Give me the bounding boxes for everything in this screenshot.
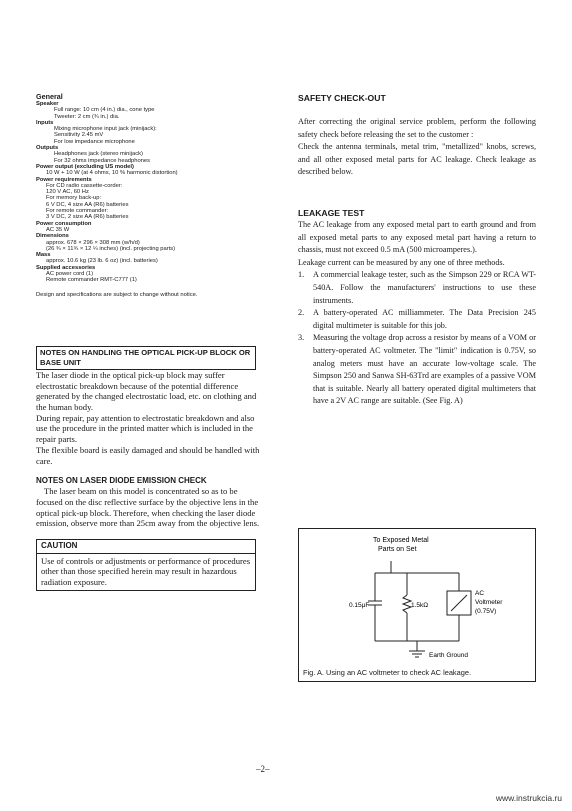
method-number: 3. (298, 333, 305, 343)
meter-label: Voltmeter (475, 599, 503, 606)
spec-heading: Power output (excluding US model) (36, 163, 134, 170)
spec-line: For memory back-up: (46, 195, 102, 202)
spec-note: Design and specifications are subject to change without notice. (36, 291, 198, 298)
watermark: www.instrukcia.ru (495, 793, 562, 803)
spec-heading: Power consumption (36, 220, 92, 227)
fig-label-top: To Exposed Metal (373, 537, 429, 544)
spec-heading: Outputs (36, 145, 59, 152)
right-column (298, 92, 536, 408)
spec-heading: Inputs (36, 119, 54, 126)
spec-line: approx. 678 × 296 × 308 mm (w/h/d) (46, 239, 140, 246)
spec-line: AC 35 W (46, 226, 70, 233)
meter-label: AC (475, 590, 485, 597)
spec-line: AC power cord (1) (46, 271, 94, 278)
method-number: 2. (298, 308, 305, 318)
method-item (298, 269, 536, 307)
spec-line: approx. 10.6 kg (23 lb. 6 oz) (incl. batteries) (46, 258, 158, 265)
spec-heading: Mass (36, 252, 51, 259)
spec-line: Full range: 10 cm (4 in.) dia., cone type (54, 107, 155, 114)
leakage-methods (298, 269, 536, 408)
spec-heading: Power requirements (36, 176, 92, 183)
spec-line: 6 V DC, 4 size AA (R6) batteries (46, 201, 129, 208)
safety-para: After correcting the original service problem, perform the following safety check before releasing the set to the customer : (298, 117, 536, 139)
method-text: Measuring the voltage drop across a resistor by means of a VOM or battery-operated AC voltmeter. The "limit" indication is 0.75V, so analog meters must have an accurate low-voltage scale. The Simpson 250 and Sanwa SH-63Trd are examples of a passive VOM that is suitable. Nearly all battery operated digital multimeters that have a 2V AC range are suitable. (See Fig. A) (313, 333, 536, 406)
optical-body (36, 370, 262, 466)
fig-label-top: Parts on Set (378, 546, 417, 553)
spec-heading: Dimensions (36, 233, 69, 240)
optical-para: The flexible board is easily damaged and should be handled with care. (36, 444, 260, 466)
optical-para: During repair, pay attention to electrostatic breakdown and also use the procedure in the printed matter which is included in the repair parts. (36, 412, 255, 445)
caution-text: Use of controls or adjustments or performance of procedures other than those specified herein may result in hazardous radiation exposure. (41, 555, 251, 588)
laser-heading: NOTES ON LASER DIODE EMISSION CHECK (36, 476, 207, 486)
spec-title: General (36, 92, 63, 101)
caution-title: CAUTION (37, 540, 255, 554)
spec-heading: Speaker (36, 101, 59, 107)
spec-line: Mixing microphone input jack (minijack): (54, 126, 157, 133)
spec-line: Tweeter: 2 cm (¾ in.) dia. (54, 113, 120, 120)
method-item (298, 332, 536, 408)
spec-line: For CD radio cassette-corder: (46, 182, 123, 189)
spec-line: For remote commander: (46, 208, 109, 215)
specifications (36, 92, 262, 298)
spec-line: Headphones jack (stereo minijack) (54, 151, 143, 158)
method-text: A commercial leakage tester, such as the Simpson 229 or RCA WT-540A. Follow the manufacturers' instructions to use these instruments. (313, 270, 536, 305)
laser-body: The laser beam on this model is concentrated so as to be focused on the disc reflective surface by the objective lens in the optical pick-up block. Therefore, when checking the laser diode emission, observe more than 25cm away from the objective lens. (36, 486, 260, 529)
spec-line: For 32 ohms impedance headphones (54, 157, 151, 164)
ground-label: Earth Ground (429, 652, 469, 659)
method-item (298, 307, 536, 332)
spec-line: Sensitivity 2.45 mV (54, 132, 104, 139)
spec-lines (36, 101, 262, 284)
spec-heading: Supplied accessories (36, 264, 96, 271)
spec-line: 10 W + 10 W (at 4 ohms, 10 % harmonic distortion) (46, 170, 178, 177)
caution-box (36, 539, 256, 591)
meter-needle (451, 595, 467, 611)
safety-para: Check the antenna terminals, metal trim, "metallized" knobs, screws, and all other exposed metal parts for AC leakage. Check leakage as described below. (298, 142, 536, 177)
method-text: A battery-operated AC milliammeter. The Data Precision 245 digital multimeter is suitable for this job. (313, 308, 536, 330)
page-number: –2– (256, 764, 270, 774)
left-column (36, 92, 262, 591)
safety-heading: SAFETY CHECK-OUT (298, 93, 386, 103)
figure-caption: Fig. A. Using an AC voltmeter to check AC leakage. (303, 668, 472, 677)
leakage-para: Leakage current can be measured by any one of three methods. (298, 257, 505, 267)
spec-line: For low impedance microphone (54, 138, 135, 145)
capacitor-label: 0.15μF (349, 602, 370, 609)
leakage-para: The AC leakage from any exposed metal part to earth ground and from all exposed metal parts to any exposed metal part having a return to chassis, must not exceed 0.5 mA (500 microamperes.). (298, 219, 536, 255)
spec-line: (26 ¾ × 11¾ × 12 ¼ inches) (incl. projecting parts) (46, 245, 176, 252)
safety-body (298, 116, 536, 179)
leakage-heading: LEAKAGE TEST (298, 207, 365, 218)
optical-heading: NOTES ON HANDLING THE OPTICAL PICK-UP BLOCK OR BASE UNIT (36, 346, 256, 370)
resistor-zigzag (403, 595, 411, 613)
resistor-label: 1.5kΩ (411, 602, 429, 609)
leakage-body (298, 219, 536, 269)
spec-line: 3 V DC, 2 size AA (R6) batteries (46, 214, 129, 221)
figure-a (298, 528, 536, 682)
meter-label: (0.75V) (475, 608, 497, 615)
method-number: 1. (298, 270, 305, 280)
spec-line: Remote commander RMT-C777 (1) (46, 277, 137, 284)
spec-line: 120 V AC, 60 Hz (46, 189, 89, 196)
optical-para: The laser diode in the optical pick-up block may suffer electrostatic breakdown because of the potential difference generated by the changed electrostatic load, etc. on clothing and the human body. (36, 369, 257, 413)
leakage-circuit-diagram (299, 529, 535, 681)
